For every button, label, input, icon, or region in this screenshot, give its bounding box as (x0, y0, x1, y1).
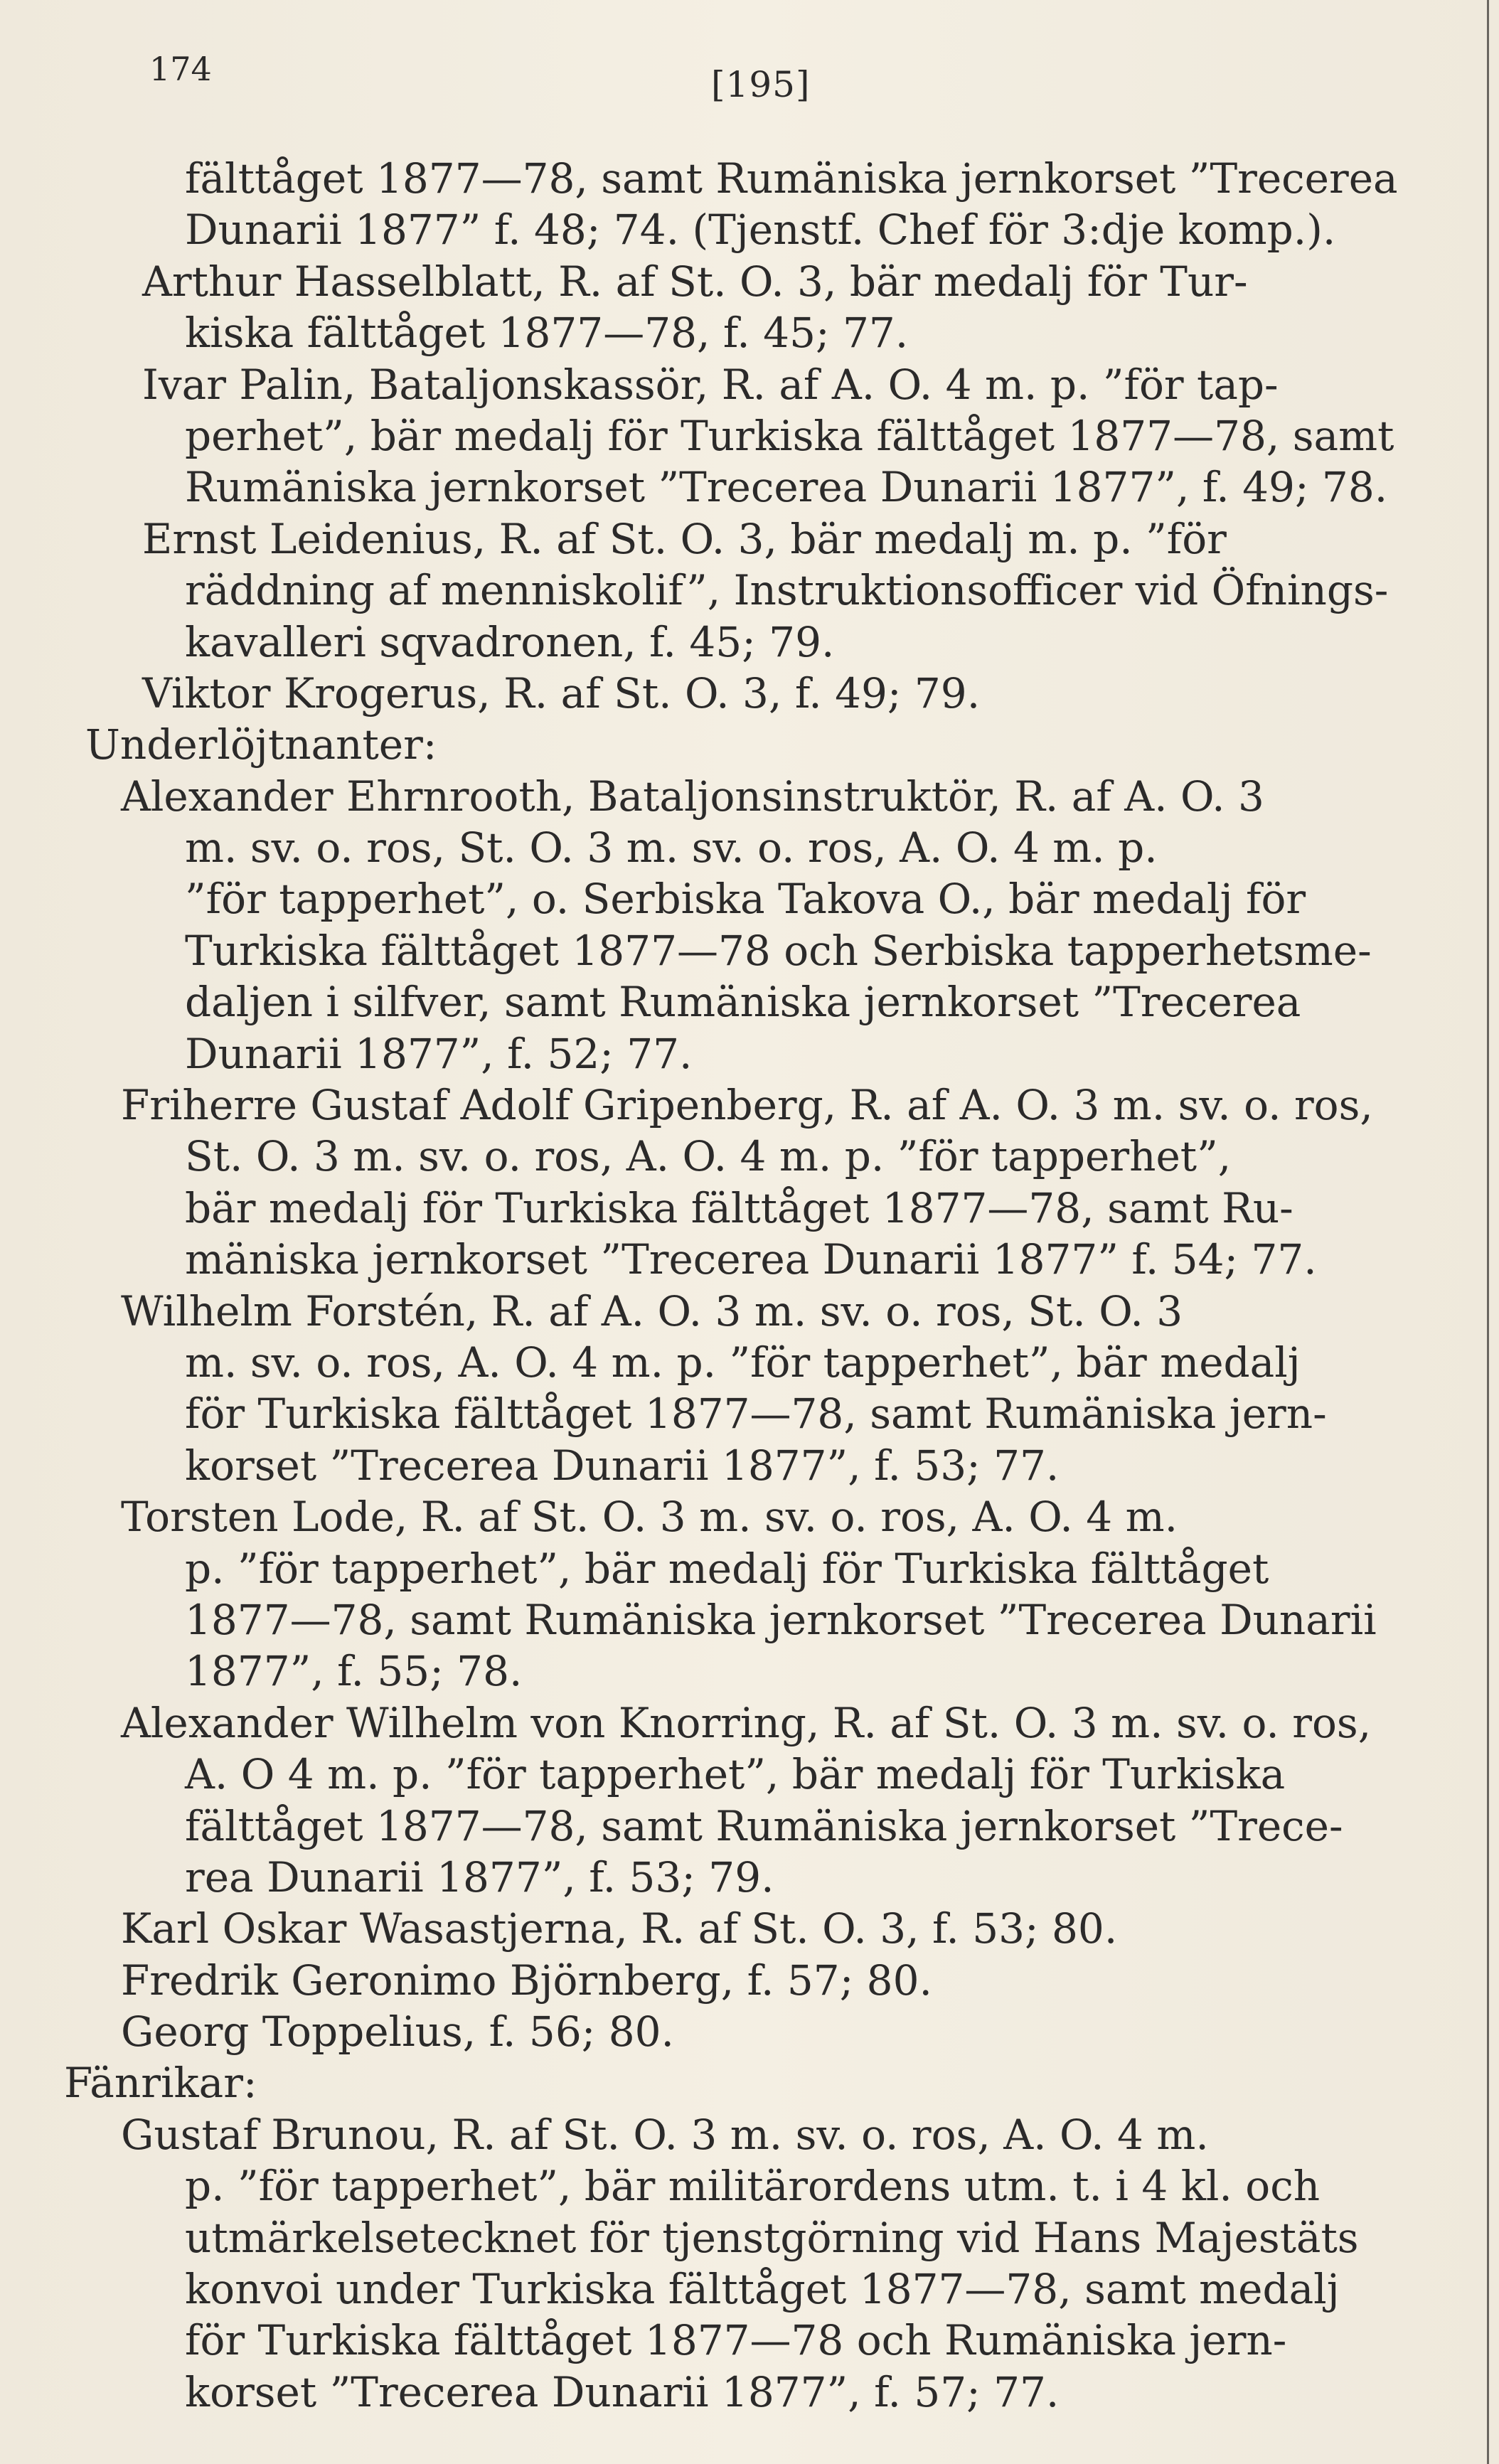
text-line: Gustaf Brunou, R. af St. O. 3 m. sv. o. ros, A. O. 4 m. (121, 2110, 1209, 2159)
text-line: perhet”, bär medalj för Turkiska fälttåget 1877—78, samt (185, 411, 1394, 460)
text-line: Torsten Lode, R. af St. O. 3 m. sv. o. ros, A. O. 4 m. (121, 1493, 1178, 1542)
text-line: p. ”för tapperhet”, bär militärordens utm. t. i 4 kl. och (185, 2162, 1321, 2211)
text-line: St. O. 3 m. sv. o. ros, A. O. 4 m. p. ”för tapperhet”, (185, 1132, 1232, 1181)
text-line: konvoi under Turkiska fälttåget 1877—78, samt medalj (185, 2265, 1340, 2314)
page-number: 174 (149, 50, 212, 88)
text-line: fälttåget 1877—78, samt Rumäniska jernkorset ”Trecerea (185, 154, 1398, 203)
roster-text (64, 153, 1479, 2418)
text-line: utmärkelsetecknet för tjenstgörning vid Hans Majestäts (185, 2213, 1359, 2262)
text-line: korset ”Trecerea Dunarii 1877”, f. 57; 77. (185, 2367, 1060, 2416)
text-line: ”för tapperhet”, o. Serbiska Takova O., bär medalj för (185, 875, 1306, 924)
text-line: för Turkiska fälttåget 1877—78 och Rumäniska jern- (185, 2316, 1287, 2365)
page-edge-line (1487, 0, 1489, 2464)
bracket-page-number: [195] (711, 64, 811, 105)
text-line: Ernst Leidenius, R. af St. O. 3, bär medalj m. p. ”för (142, 514, 1227, 563)
text-line: Viktor Krogerus, R. af St. O. 3, f. 49; 79. (142, 668, 981, 718)
text-line: Dunarii 1877” f. 48; 74. (Tjenstf. Chef för 3:dje komp.). (185, 206, 1336, 255)
text-line: räddning af menniskolif”, Instruktionsofficer vid Öfnings- (185, 566, 1389, 615)
text-line: Friherre Gustaf Adolf Gripenberg, R. af A. O. 3 m. sv. o. ros, (121, 1081, 1373, 1130)
text-line: korset ”Trecerea Dunarii 1877”, f. 53; 77. (185, 1441, 1060, 1490)
text-line: A. O 4 m. p. ”för tapperhet”, bär medalj för Turkiska (185, 1750, 1286, 1799)
text-line: rea Dunarii 1877”, f. 53; 79. (185, 1852, 774, 1902)
text-line: Underlöjtnanter: (85, 720, 437, 769)
text-line: daljen i silfver, samt Rumäniska jernkorset ”Trecerea (185, 978, 1301, 1027)
text-line: Dunarii 1877”, f. 52; 77. (185, 1029, 693, 1078)
text-line: Fredrik Geronimo Björnberg, f. 57; 80. (121, 1956, 932, 2005)
text-line: p. ”för tapperhet”, bär medalj för Turkiska fälttåget (185, 1544, 1269, 1593)
text-line: Turkiska fälttåget 1877—78 och Serbiska tapperhetsme- (185, 926, 1372, 975)
text-line: för Turkiska fälttåget 1877—78, samt Rumäniska jern- (185, 1390, 1327, 1439)
text-line: m. sv. o. ros, St. O. 3 m. sv. o. ros, A. O. 4 m. p. (185, 823, 1158, 873)
text-line: Rumäniska jernkorset ”Trecerea Dunarii 1877”, f. 49; 78. (185, 463, 1388, 512)
text-line: Georg Toppelius, f. 56; 80. (121, 2007, 674, 2057)
text-line: m. sv. o. ros, A. O. 4 m. p. ”för tapperhet”, bär medalj (185, 1338, 1301, 1387)
text-line: kavalleri sqvadronen, f. 45; 79. (185, 617, 835, 666)
text-line: mäniska jernkorset ”Trecerea Dunarii 1877” f. 54; 77. (185, 1235, 1317, 1284)
text-line: Ivar Palin, Bataljonskassör, R. af A. O. 4 m. p. ”för tap- (142, 360, 1279, 409)
text-line: fälttåget 1877—78, samt Rumäniska jernkorset ”Trece- (185, 1801, 1343, 1850)
text-line: 1877”, f. 55; 78. (185, 1647, 523, 1696)
text-line: Karl Oskar Wasastjerna, R. af St. O. 3, f. 53; 80. (121, 1904, 1118, 1953)
text-line: kiska fälttåget 1877—78, f. 45; 77. (185, 309, 909, 358)
text-line: bär medalj för Turkiska fälttåget 1877—78, samt Ru- (185, 1183, 1293, 1232)
text-line: 1877—78, samt Rumäniska jernkorset ”Trecerea Dunarii (185, 1595, 1377, 1644)
text-line: Arthur Hasselblatt, R. af St. O. 3, bär medalj för Tur- (142, 257, 1248, 306)
text-line: Fänrikar: (64, 2059, 257, 2108)
text-line: Wilhelm Forstén, R. af A. O. 3 m. sv. o. ros, St. O. 3 (121, 1286, 1183, 1335)
text-line: Alexander Ehrnrooth, Bataljonsinstruktör, R. af A. O. 3 (121, 772, 1264, 821)
text-line: Alexander Wilhelm von Knorring, R. af St. O. 3 m. sv. o. ros, (121, 1698, 1372, 1747)
